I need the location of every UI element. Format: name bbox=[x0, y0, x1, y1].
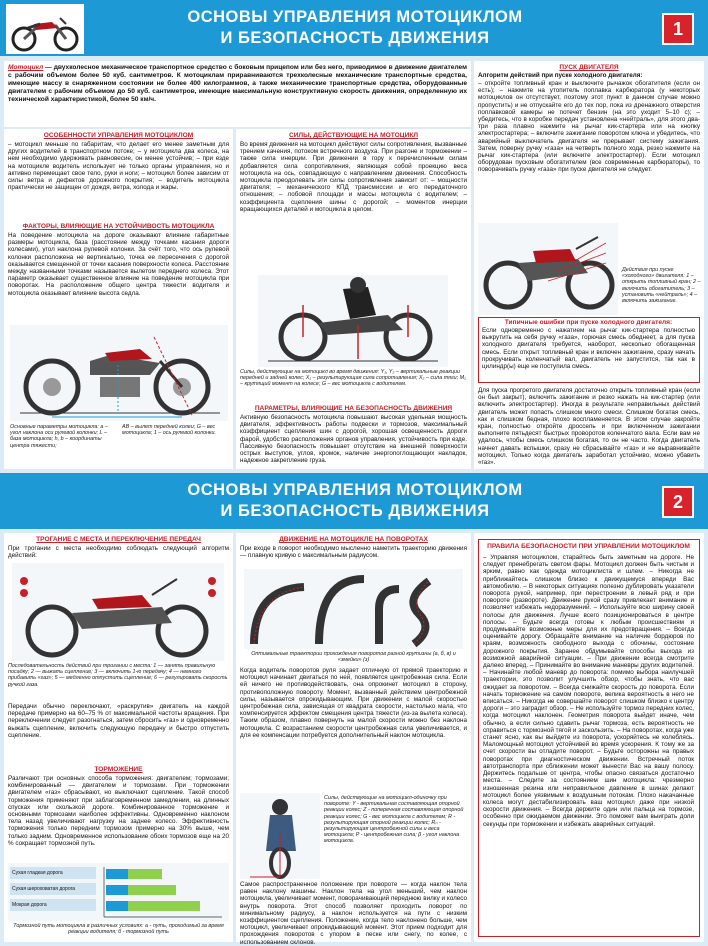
right-column-panel bbox=[474, 61, 704, 469]
braking-text: Различают три основных способа торможения: двигателем; тормозами; комбинированный — двигателем и тормозами. При торможении двигателем «газ» сбрасывают, но выключают сцепление. Такой способ торможения применяют при заблаговременном замедлении, на длинных спусках или скользкой дороге. Комбинированное торможение и основными тормозами наиболее эффективны. Одновременно наклоном тела назад увеличивают нагрузку на заднее колесо. Эффективность торможения только передним тормозом примерно на 30% выше, чем только задним. Одновременное использование обоих тормозов еще на 20 % сокращает тормозной путь. bbox=[8, 775, 229, 847]
turns-intro: При входе в поворот необходимо мысленно наметить траекторию движения — плавную кривую с максимальным радиусом. bbox=[240, 545, 467, 560]
params-caption-right: AB – вылет передней колеи; G – вес мотоцикла; 1 – ось рулевой колонки. bbox=[122, 424, 216, 437]
start-caption: Действия при пуске «холодного» двигателя: 1 – открыть топливный кран; 2 – включить обогатитель; 3 – установить «нейтраль»; 4 – включить зажигание. bbox=[622, 267, 701, 305]
forces-diagram bbox=[258, 275, 448, 367]
safety-params-heading: ПАРАМЕТРЫ, ВЛИЯЮЩИЕ НА БЕЗОПАСНОСТЬ ДВИЖЕНИЯ bbox=[254, 405, 453, 412]
poster-2-title-line1: ОСНОВЫ УПРАВЛЕНИЯ МОТОЦИКЛОМ bbox=[187, 481, 523, 499]
middle-column-panel bbox=[236, 129, 471, 469]
poster-2-number-badge: 2 bbox=[662, 486, 694, 518]
poster-2-banner bbox=[0, 473, 708, 529]
launch-text: При трогании с места необходимо соблюдать следующий алгоритм действий: bbox=[8, 545, 229, 560]
chart-label-dry-smooth: Сухая гладкая дорога bbox=[10, 867, 96, 879]
engine-start-diagram bbox=[478, 223, 618, 315]
launch-heading: ТРОГАНИЕ С МЕСТА И ПЕРЕКЛЮЧЕНИЕ ПЕРЕДАЧ bbox=[36, 536, 201, 543]
rules-text: – Управляя мотоциклом, старайтесь быть заметным на дороге. Не следует пренебрегать светом фары. Мотоцикл должен быть чистым и ярким, равно как одежда мотоциклиста и шлем. – Никогда не приближайтесь слишком близко к движущемуся впереди Вас автомобилю. – В некоторых ситуациях полезно дублировать указатели поворота рукой, например, при перестроении в левый ряд и при повороте (развороте). Движение рукой сразу привлекает внимание и позволяет избежать недоразумений. – Используйте всю ширину своей полосы для движения. Лучше всего позиционироваться в центре полосы. – Будьте всегда готовы к любым происшествиям и продумывайте возможные меры для их предотвращения. – Всегда оценивайте дорогу. Обращайте внимание на наличие бордюров по краям, возможность свободного выхода с обочины, состояние дорожного покрытия. Заранее обдумывайте способы выхода из возможной аварийной ситуации. – При движении всегда смотрите далеко вперед. – Принимайте во внимание маневры других водителей. – Начинайте любой маневр до поворота: помимо выбора наилучшей траектории, это позволит улучшить обзор, чтобы знать, что вас ожидает за поворотом. – Всегда снижайте скорость до поворота. Если начать торможение на самом повороте, велика вероятность в него не вписаться. – Никогда не совершайте поворот слишком близко к центру дороги – это заградит обзор. – Не используйте тормоз передних колес, когда мотоцикл наклонен. Геометрия поворота выйдет иначе, чем обычно, а если сильно сдавить рычаг тормоза, есть вероятность не справиться с тормозной тягой и заскользить. – На поворотах, когда уже станет ясно, как вы выйдете из поворота, ускоряйтесь не колеблясь. Маломощный мотоцикл устойчивей во время ускорения. К тому же за счет скорости вы отладите поворот. – Будьте осторожны на правых поворотах при диагностическом движении. Встречный поток автотранспорта при сближении может вынести Вас на вашу полосу. Держитесь подальше от центра, чтобы опасно связаться достаточно места. – Следите за состоянием шин мотоцикла: чрезмерно изношенная резина или неправильное давление в шинах делают мотоцикл более уязвимым к воздушным потокам. Плохо накачанные колеса могут дестабилизировать ваш мотоцикл даже при низкой скорости движения. – Всегда держите один или пальца на тормозе, особенно при ожидаемом движении. Это поможет вам выиграть доли секунды при торможении и избежать аварийных ситуаций. bbox=[483, 554, 694, 828]
motorcycle-logo-icon bbox=[6, 4, 84, 54]
rules-box bbox=[478, 539, 700, 937]
factors-heading: ФАКТОРЫ, ВЛИЯЮЩИЕ НА УСТОЙЧИВОСТЬ МОТОЦИКЛА bbox=[22, 223, 215, 230]
forces-text: Во время движения на мотоцикл действуют силы сопротивления, вызванные трением качения, потоком встречного воздуха. При разгоне и торможении – также сила инерции. При движении в гору к перечисленным силам добавляется сила сопротивления, являющая собой проекцию веса мотоцикла на ось, совпадающую с направлением движения. Способность мотоцикла преодолевать эти силы сопротивления зависит от: – мощности двигателя; – механического КПД трансмиссии и его передаточного отношения; – лобовой площади и массы мотоцикла с водителем; – коэффициента сцепления шины с дорогой; – моментов инерции вращающихся деталей и мотоцикла в целом. bbox=[240, 141, 467, 213]
start-text: – откройте топливный кран и выключите рычажок обогатителя (если он есть); – нажмите на утопитель поплавка карбюратора (у некоторых мотоциклов он отсутствует, поэтому этот пункт в данном случае можно пропустить) и не отпускайте его до тех пор, пока из дренажного отверстия поплавковой камеры не потечет бензин (на это уходит 5–10 с); – убедитесь, что в коробке передач установлена «нейтраль», для этого два-три раза плавно нажмите на рычаг кик-стартера или на кнопку электростартера; – включите зажигание поворотом ключа и убедитесь, что аварийный выключатель двигателя не прерывает систему зажигания. Затем, поверну ручку «газа» на четверть полного хода, резко нажмите на рычаг кик-стартера (или включите электростартер). Если мотоцикл оборудован пусковым обогатителем (все современные карбюраторы), то поворачивать ручку «газа» при пуске двигателя не следует. bbox=[478, 80, 700, 174]
braking-chart-caption: Тормозной путь мотоцикла в различных условиях: а - путь, проходимый за время реакции водителя; б - тормозной путь bbox=[13, 923, 224, 936]
braking-heading: ТОРМОЖЕНИЕ bbox=[94, 766, 143, 773]
forces-caption: Силы, действующие на мотоцикл во время движения: Y₁, Y₂ – вертикальные реакции передней и задней колес; X₁ – результирующая сила сопротивления; X₂ – сила тяги; M₁ – крутящий момент на колесе; G – вес мотоцикла с водителем. bbox=[240, 369, 466, 388]
intro-text bbox=[8, 64, 467, 124]
poster-2-title-line2: И БЕЗОПАСНОСТЬ ДВИЖЕНИЯ bbox=[220, 502, 490, 520]
turn-trajectories-diagram bbox=[244, 569, 463, 649]
chart-label-wet: Мокрая дорога bbox=[10, 899, 96, 911]
factors-text: На поведение мотоцикла на дороге оказывают влияние габаритные размеры мотоцикла, база (расстояние между точками касания дороги колесами), угол наклона рулевой колонки. За счёт того, что ось рулевой колонки расположена не вертикально, точка ее пересечения с дорогой оказывается смещенной от точки касания поверхности колеса. Расстояние между названными точками называется вылетом переднего колеса. Этот параметр оказывает существенное влияние на поведение мотоцикла при поворотах. На расположение общего центра тяжести водителя и мотоцикла оказывает влияние высота седла. bbox=[8, 232, 229, 297]
params-caption-left: Основные параметры мотоцикла: a – угол наклона оси рулевой колонки; L – база мотоцикла; h, b – координаты центра тяжести; bbox=[10, 424, 108, 449]
poster-1-title bbox=[120, 7, 590, 49]
turns-column-panel bbox=[236, 533, 471, 946]
features-text: – мотоцикл меньше по габаритам, что делает его менее заметным для других водителей в транспортном потоке; – у мотоцикла два колеса, на нем необходимо удерживать равновесие, он менее устойчив; – при езде на мотоцикле водитель использует не только органы управления, но и активно перемещает свое тело, руки и ноги; – мотоцикл более зависим от силы ветра и дефектов дорожного покрытия; – водитель мотоцикла практически не защищен от дождя, ветра, холода и жары. bbox=[8, 141, 229, 192]
turns-caption: Оптимальные траектории прохождения поворотов разной крутизны (а, б, в) и «змейки» (з) bbox=[251, 651, 456, 664]
lean-text: Самое распространенное положение при повороте — когда наклон тела равен наклону машины. Наклон тела на угол меньший, чем наклон мотоцикла, увеличивает момент, поворачивающий переднюю вилку и колесо внутрь поворота. Этот способ позволяет проходить поворот по минимальному радиусу, а наклон используется на пути с низким коэффициентом сцепления. Положение, когда тело наклонено больше, чем мотоцикл, увеличивает опрокидывающий момент. Этот прием подходит для прохождения поворотов с упором в песке или снегу, по колее, с использованием склонов. bbox=[240, 881, 467, 946]
features-heading: ОСОБЕННОСТИ УПРАВЛЕНИЯ МОТОЦИКЛОМ bbox=[43, 132, 194, 139]
errors-heading: Типичные ошибки при пуске холодного двигателя: bbox=[504, 319, 673, 326]
launch-steps-diagram bbox=[12, 563, 224, 661]
forces-heading: СИЛЫ, ДЕЙСТВУЮЩИЕ НА МОТОЦИКЛ bbox=[289, 132, 418, 139]
braking-bars bbox=[100, 865, 226, 919]
poster-1-banner bbox=[0, 0, 708, 56]
rules-column-panel bbox=[474, 533, 704, 942]
intro-definition: — двухколесное механическое транспортное средство с боковым прицепом или без него, приводимое в движение двигателем с рабочим объемом более 50 куб. сантиметров. К мотоциклам приравниваются трехколесные механические транспортные средства, имеющие массу в снаряженном состоянии не более 400 килограммов, а также механические транспортные средства, оборудованные двигателем с рабочим объемом до 50 куб. сантиметров, имеющие максимальную конструктивную скорость движения, определенную их технической характеристикой, более 50 км/ч. bbox=[8, 64, 467, 103]
launch-column-panel bbox=[4, 533, 233, 942]
left-column-panel bbox=[4, 129, 233, 469]
launch-caption: Последовательность действий при трогании с места: 1 — занять правильную посадку; 2 — выжать сцепление; 3 — включить 1-ю передачу; 4 — немного прибавить «газ»; 5 — медленно отпустить сцепление; 6 — регулировать скорость ручкой газа. bbox=[8, 663, 228, 688]
turns-text: Когда водитель поворотов руля задает отличную от прямой траекторию и мотоцикл начинает двигаться по ней, появляется центробежная сила. Если ей ничего не противодействовать, она опрокинет мотоцикл в сторону, противоположную повороту. Момент, вызванный действием центробежной силы, называется опрокидывающим. При движении с малой скоростью центробежная сила, зависящая от квадрата скорости, настолько мала, что компенсируется эффектом смещения центра тяжести (из-за вылета колеса). Таким образом, плавно повернуть на малой скорости можно без наклона мотоцикла. С возрастанием скорости центробежная сила увеличивается, и для ее компенсации потребуется дополнительный наклон мотоцикла. bbox=[240, 667, 467, 739]
motorcycle-parameters-diagram bbox=[10, 325, 228, 421]
errors-box bbox=[478, 317, 700, 383]
intro-panel bbox=[4, 61, 471, 127]
warm-start-text: Для пуска прогретого двигателя достаточно открыть топливный кран (если он был закрыт), включить зажигание и резко нажать на кик-стартер (или включить электростартер). Иногда в результате неправильных действий двигатель может попасть слишком много смеси. Слишком богатая смесь, как и слишком бедная, плохо воспламеняется. В этом случае закройте кран, полностью откройте дроссель и при включенном зажигании выполните пятьдесят быстрых проворотов коленчатого вала. Если вам не удалось, чтобы смесь слишком богатая, то он не часто. Когда двигатель начнет давать вспышки, сразу не сбрасывайте «газ» и не выравнивайте мотоцикл. Только когда двигатель заработал устойчиво, можно убавить «газ». bbox=[478, 387, 700, 467]
poster-1-title-line2: И БЕЗОПАСНОСТЬ ДВИЖЕНИЯ bbox=[220, 29, 490, 47]
start-heading: ПУСК ДВИГАТЕЛЯ bbox=[559, 64, 619, 71]
poster-2 bbox=[0, 473, 708, 946]
rules-heading: ПРАВИЛА БЕЗОПАСНОСТИ ПРИ УПРАВЛЕНИИ МОТОЦИКЛОМ bbox=[487, 543, 690, 550]
turns-heading: ДВИЖЕНИЕ НА МОТОЦИКЛЕ НА ПОВОРОТАХ bbox=[279, 536, 428, 543]
lean-forces-diagram bbox=[240, 793, 320, 879]
poster-1-number-badge: 1 bbox=[662, 13, 694, 45]
shift-text: Передачи обычно переключают, «раскрутив» двигатель на каждой передаче примерно на 60–75 % от максимальной частоты вращения. При переключении следует разогнаться, затем сбросить «газ» и одновременно выжать сцепление, включить следующую передачу и быстро отпустить сцепление. bbox=[8, 703, 229, 739]
poster-1-title-line1: ОСНОВЫ УПРАВЛЕНИЯ МОТОЦИКЛОМ bbox=[187, 8, 523, 26]
braking-distance-chart bbox=[8, 863, 229, 921]
lean-caption: Силы, действующие на мотоцикл-одиночку при повороте: Y - вертикальная составляющая опорной реакции колес; Z - поперечная составляющая опорной реакции колес; G - вес мотоцикла с водителем; R - результирующая опорной реакции колес; Rₙ - результирующая центробежной силы и веса мотоцикла; P - центробежная сила; β - угол наклона мотоцикла. bbox=[324, 795, 464, 845]
intro-term: Мотоцикл bbox=[8, 64, 44, 71]
safety-params-text: Активную безопасность мотоцикла повышают высокая удельная мощность двигателя, эффективность работы подвески и тормозов, максимальный коэффициент сцепления шин с дорогой, хорошая освещенность дороги фарой, удобство расположения органов управления, устойчивость при езде. Пассивную безопасность повышает отсутствие на внешней поверхности острых выступов, углов, кромок, наличие энергопоглощающих накладок, надежное закрепление груза. bbox=[240, 414, 467, 465]
chart-label-dry-rough: Сухая шероховатая дорога bbox=[10, 883, 96, 895]
start-subheading: Алгоритм действий при пуске холодного двигателя: bbox=[478, 72, 643, 79]
errors-text: Если одновременно с нажатием на рычаг кик-стартера полностью выкрутить на себя ручку «газа», горючая смесь обеднеет, а для пуска холодного двигателя требуется, наоборот, несколько обогащенная смесь. Если открыт топливный кран и включен зажигание, сразу начать прокручивать коленчатый вал, двигатель не запустится, так как в цилиндр(ы) еще не поступила смесь. bbox=[482, 327, 695, 371]
poster-2-title bbox=[120, 480, 590, 522]
